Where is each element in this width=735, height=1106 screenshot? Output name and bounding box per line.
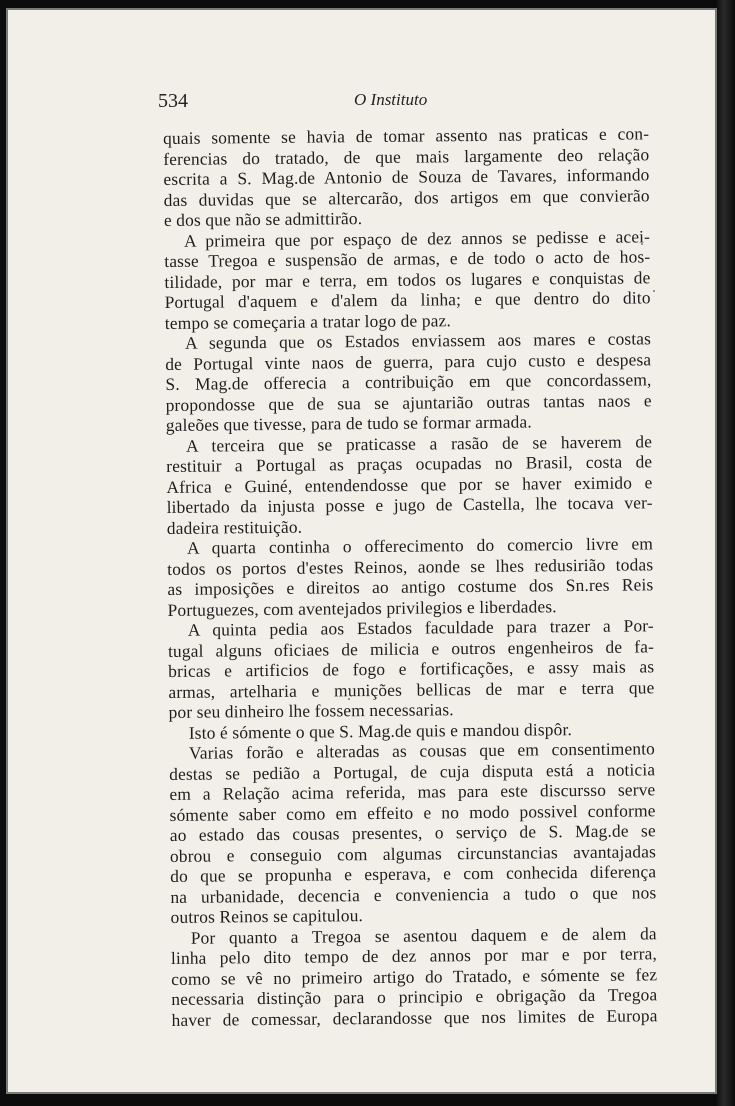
text-line: do que se propunha e esperava, e com conhecida diferença <box>170 861 657 886</box>
text-line: as imposições e direitos ao antigo costume dos Sn.res Reis <box>167 574 654 599</box>
running-title: O Instituto <box>354 90 428 109</box>
text-line: Varias forão e alteradas as cousas que em consentimento <box>188 738 656 763</box>
text-line: restituir a Portugal as praças ocupadas no Brasil, costa de <box>166 451 653 476</box>
page-number: 534 <box>158 90 188 112</box>
text-line: propondosse que de sua se ajuntarião outras tantas naos e <box>165 389 652 415</box>
ink-speck <box>653 290 655 292</box>
text-line: A terceira que se praticasse a rasão de se haverem de <box>185 430 653 456</box>
text-line: dadeira restituição. <box>166 516 303 538</box>
text-line: obrou e conseguio com algumas circunstancias avantajadas <box>169 840 657 866</box>
page-edge-shadow <box>717 0 735 1106</box>
text-line: e dos que não se admittirão. <box>163 208 363 230</box>
text-line: destas se pedião a Portugal, de cuja disputa está a noticia <box>169 758 656 784</box>
text-line: tugal alguns oficiaes de milicia e outros engenheiros de fa- <box>167 635 655 661</box>
text-line: quais somente se havia de tomar assento nas praticas e con- <box>163 123 650 148</box>
text-line: necessaria distinção para o principio e obrigação da Tregoa <box>171 984 658 1009</box>
text-line: Africa e Guiné, entendendosse que por se haver eximido e <box>166 471 653 497</box>
page-header <box>158 90 478 114</box>
text-line: das duvidas que se altercarão, dos artigos em que convierão <box>163 184 650 210</box>
text-line: outros Reinos se capitulou. <box>170 905 364 927</box>
body-text <box>163 123 658 1030</box>
text-line: haver de comessar, declarandosse que nos limites de Europa <box>171 1004 658 1030</box>
text-line: em a Relação acima referida, mas para este discursso serve <box>169 779 656 804</box>
text-line: Portuguezes, com aventejados privilegios e liberdades. <box>167 595 557 620</box>
text-line: ferencias do tratado, de que mais largamente deo relação <box>163 143 650 169</box>
text-line: na urbanidade, decencia e conveniencia a tudo o que nos <box>170 881 657 907</box>
text-line: escrita a S. Mag.de Antonio de Souza de Tavares, informando <box>163 164 650 189</box>
text-line: S. Mag.de offerecia a contribuição em que concordassem, <box>165 369 652 394</box>
text-line: armas, artelharia e munições bellicas de mar e terra que <box>168 676 655 702</box>
text-line: tilidade, por mar e terra, em todos os lugares e conquistas de <box>164 266 651 292</box>
text-line: tasse Tregoa e suspensão de armas, e de todo o acto de hos- <box>164 246 651 271</box>
text-line: Portugal d'aquem e d'alem da linha; e que dentro do dito <box>164 287 651 312</box>
text-line: libertado da injusta posse e jugo de Castella, lhe tocava ver- <box>166 492 653 517</box>
text-line: por seu dinheiro lhe fossem necessarias. <box>168 699 454 722</box>
text-line: bricas e artificios de fogo e fortificações, e assy mais as <box>168 656 655 681</box>
text-line: A segunda que os Estados enviassem aos mares e costas <box>184 328 652 353</box>
text-line: Isto é sómente o que S. Mag.de quis e mandou dispôr. <box>188 718 572 743</box>
text-line: como se vê no primeiro artigo do Tratado, e sómente se fez <box>171 963 658 989</box>
text-line: A primeira que por espaço de dez annos se pedisse e acei- <box>183 225 651 251</box>
text-line: galeões que tivesse, para de tudo se formar armada. <box>165 411 532 435</box>
text-line: de Portugal vinte naos de guerra, para cujo custo e despesa <box>165 348 652 374</box>
text-line: A quarta continha o offerecimento do comercio livre em <box>186 533 654 558</box>
text-line: tempo se começaria a tratar logo de paz. <box>164 309 451 333</box>
text-line: A quinta pedia aos Estados faculdade para trazer a Por- <box>187 615 654 640</box>
text-line: Por quanto a Tregoa se asentou daquem e de alem da <box>190 922 657 948</box>
text-line: sómente saber como em effeito e no modo possivel conforme <box>169 799 656 825</box>
text-line: todos os portos d'estes Reinos, aonde se lhes redusirião todas <box>167 553 654 579</box>
text-line: ao estado das cousas presentes, o serviço de S. Mag.de se <box>169 820 656 845</box>
text-line: linha pelo dito tempo de dez annos por mar e por terra, <box>170 943 658 968</box>
